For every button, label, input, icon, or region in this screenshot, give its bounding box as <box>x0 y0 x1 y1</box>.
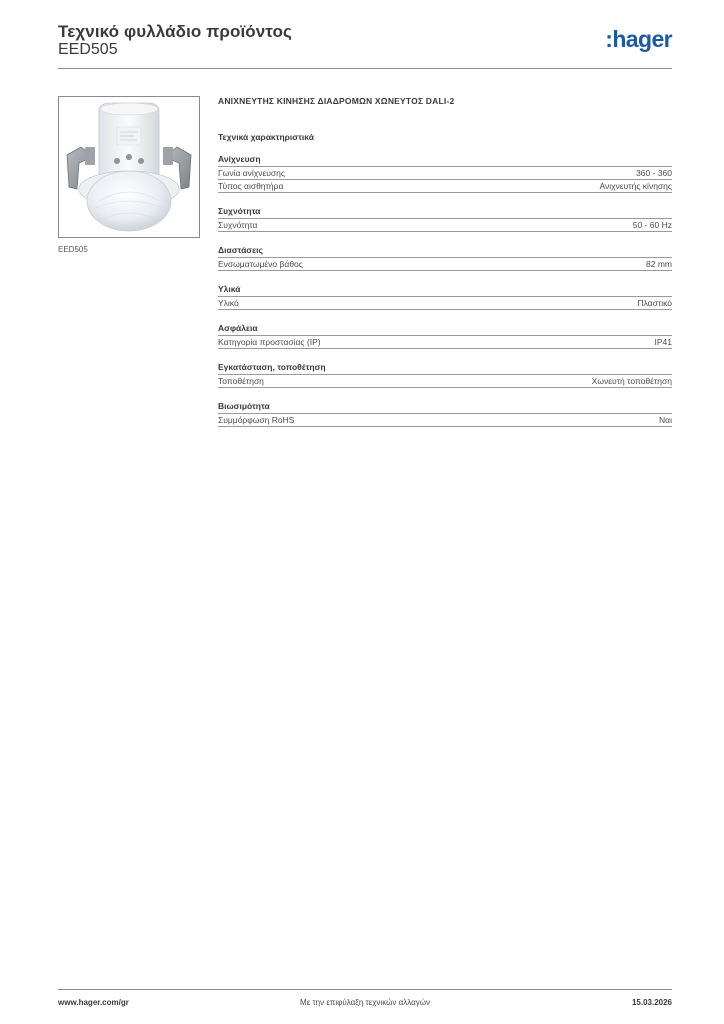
product-code: EED505 <box>58 41 118 58</box>
spec-row <box>218 180 672 193</box>
spec-value: Χωνευτή τοποθέτηση <box>591 376 672 386</box>
spec-group-dimensions <box>218 245 672 271</box>
section-heading: Τεχνικά χαρακτηριστικά <box>218 132 314 142</box>
spec-group-title: Συχνότητα <box>218 206 672 219</box>
spec-value: 360 - 360 <box>636 168 672 178</box>
spec-label: Υλικό <box>218 298 239 308</box>
spec-label: Συμμόρφωση RoHS <box>218 415 295 425</box>
spec-row <box>218 297 672 310</box>
header-divider <box>58 68 672 69</box>
spec-row <box>218 167 672 180</box>
spec-label: Τοποθέτηση <box>218 376 264 386</box>
page-footer <box>58 998 672 1010</box>
spec-group-detection <box>218 154 672 193</box>
spec-group-title: Διαστάσεις <box>218 245 672 258</box>
spec-label: Γωνία ανίχνευσης <box>218 168 286 178</box>
product-image-frame <box>58 96 200 238</box>
spec-row <box>218 258 672 271</box>
footer-divider <box>58 989 672 990</box>
spec-group-title: Εγκατάσταση, τοποθέτηση <box>218 362 672 375</box>
spec-label: Ενσωματωμένο βάθος <box>218 259 303 269</box>
spec-group-title: Ασφάλεια <box>218 323 672 336</box>
spec-value: Ανιχνευτής κίνησης <box>599 181 672 191</box>
product-name: ΑΝΙΧΝΕΥΤΗΣ ΚΙΝΗΣΗΣ ΔΙΑΔΡΟΜΩΝ ΧΩΝΕΥΤΟΣ DALI-2 <box>218 96 455 106</box>
spec-group-installation <box>218 362 672 388</box>
spec-row <box>218 219 672 232</box>
spec-group-title: Βιωσιμότητα <box>218 401 672 414</box>
footer-website-link[interactable]: www.hager.com/gr <box>58 998 129 1007</box>
spec-value: Πλαστικό <box>637 298 672 308</box>
spec-value: Ναι <box>659 415 672 425</box>
footer-date: 15.03.2026 <box>631 998 672 1007</box>
spec-row <box>218 414 672 427</box>
spec-group-safety <box>218 323 672 349</box>
spec-label: Συχνότητα <box>218 220 258 230</box>
product-specifications <box>218 96 672 440</box>
spec-value: 82 mm <box>646 259 672 269</box>
page-header <box>58 20 672 68</box>
hager-logo: :hager <box>605 26 672 52</box>
footer-notice: Με την επιφύλαξη τεχνικών αλλαγών <box>300 998 430 1007</box>
document-title: Τεχνικό φυλλάδιο προϊόντος <box>58 22 292 41</box>
spec-group-frequency <box>218 206 672 232</box>
spec-label: Κατηγορία προστασίας (IP) <box>218 337 321 347</box>
spec-row <box>218 375 672 388</box>
spec-value: IP41 <box>654 337 672 347</box>
spec-group-sustainability <box>218 401 672 427</box>
product-image-caption: EED505 <box>58 245 88 254</box>
spec-label: Τύπος αισθητήρα <box>218 181 284 191</box>
spec-row <box>218 336 672 349</box>
motion-sensor-image <box>59 97 199 237</box>
spec-group-materials <box>218 284 672 310</box>
spec-group-title: Υλικά <box>218 284 672 297</box>
spec-value: 50 - 60 Hz <box>632 220 672 230</box>
spec-group-title: Ανίχνευση <box>218 154 672 167</box>
